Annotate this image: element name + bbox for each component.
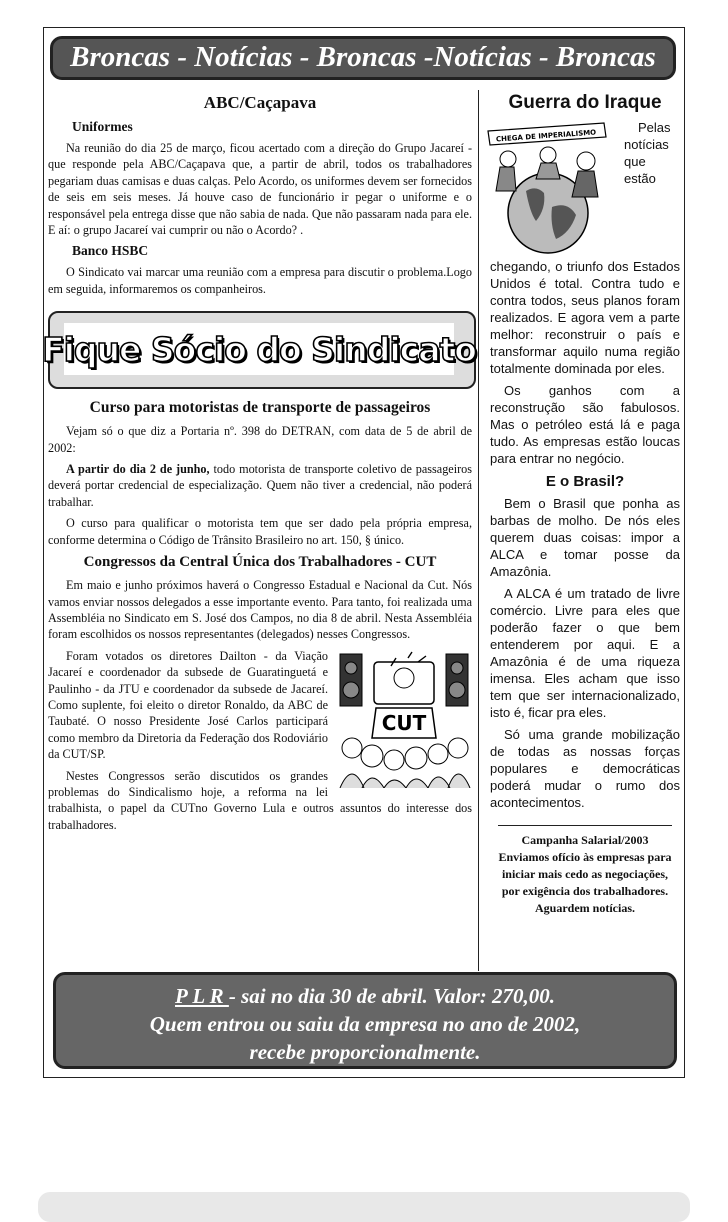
top-banner: Broncas - Notícias - Broncas -Notícias - Broncas (50, 36, 676, 80)
brasil-p1: Bem o Brasil que ponha as barbas de molho. De nós eles querem duas coisas: impor a ALCA e tomar posse da Amazônia. (490, 496, 680, 579)
cut-cartoon-sign: CUT (381, 710, 427, 735)
curso-title: Curso para motoristas de transporte de passageiros (89, 399, 431, 417)
cut-section (48, 648, 472, 838)
fique-socio-banner (42, 311, 476, 389)
fique-socio-text: Fique Sócio do Sindicato (42, 329, 476, 369)
abc-title: ABC/Caçapava (203, 93, 317, 112)
hsbc-heading: Banco HSBC (72, 243, 149, 259)
brasil-title: E o Brasil? (545, 473, 625, 490)
cut-title: Congressos da Central Única dos Trabalhadores - CUT (83, 554, 437, 571)
cut-p1: Em maio e junho próximos haverá o Congresso Estadual e Nacional da Cut. Nós vamos enviar nossos delegados a esse importante evento. Para tanto, foi realizada uma Assembléia no Sindicato em S. José dos Campos, no dia 8 de abril. Nesta Assembléia foram escolhidos os nossos representantes (delegados) nesses Congressos. (48, 578, 472, 642)
curso-p2 (48, 461, 472, 510)
fique-socio-inner (42, 323, 476, 375)
curso-p1: Vejam só o que diz a Portaria nº. 398 do DETRAN, com data de 5 de abril de 2002: (48, 424, 472, 455)
uniformes-text: Na reunião do dia 25 de março, ficou acertado com a direção do Grupo Jacareí - que responde pela ABC/Caçapava que, a partir de abril, todos os trabalhadores pegariam duas camisas e duas calças. Pelo Acordo, os uniformes devem ser fornecidos de seis em seis meses. Já houve caso de funcionário ir pegar o uniforme e o responsável pela entrega disse que não sabia de nada. Que não passaram nada para ele. E aí: o grupo Jacareí vai cumprir ou não o Acordo? . (48, 141, 472, 238)
curso-p2-rest: todo motorista de transporte coletivo de passageiros deverá portar credencial de especialização. Quem não tiver a credencial, não poderá trabalhar. (48, 462, 472, 509)
column-divider (478, 90, 479, 971)
right-column (490, 88, 680, 917)
iraque-title: Guerra do Iraque (508, 92, 662, 113)
bottom-scroll-bar (38, 1192, 690, 1222)
brasil-p3: Só uma grande mobilização de todas as nossas forças populares e democráticas poderá mudar o rumo dos acontecimentos. (490, 727, 680, 810)
plr-line3: recebe proporcionalmente. (249, 1040, 481, 1064)
iraque-p2: Os ganhos com a reconstrução são fabulosos. Mas o petróleo está lá e paga tudo. As empresas estão loucas para entrar no negócio. (490, 383, 680, 466)
campanha-title: Campanha Salarial/2003 (521, 833, 649, 847)
curso-p2-bold: A partir do dia 2 de junho, (66, 462, 210, 477)
plr-label: P L R (175, 984, 229, 1008)
cut-rally-cartoon (336, 648, 472, 788)
brasil-p2: A ALCA é um tratado de livre comércio. Livre para eles que poderão fazer o que bem entenderem por aqui. E a Amazônia é de uma riqueza imensa. Eles acham que isso tem que ser internacionalizado, isto é, ficar pra eles. (490, 586, 680, 720)
imperialism-cartoon (486, 121, 618, 256)
newsletter-page (43, 27, 685, 1078)
plr-line2: Quem entrou ou saiu da empresa no ano de 2002, (149, 1012, 581, 1036)
uniformes-heading: Uniformes (72, 119, 133, 134)
iraque-p1: Pelas notícias que estão chegando, o triunfo dos Estados Unidos é total. Contra tudo e contra todos, seus planos foram realizados. E agora vem a parte melhor: reconstruir o país e transformar aquilo numa região totalmente dominada por eles. (490, 120, 680, 376)
campanha-box (498, 825, 672, 917)
plr-line1-rest: - sai no dia 30 de abril. Valor: 270,00. (228, 984, 555, 1008)
cut-p3: Nestes Congressos serão discutidos os grandes problemas do Sindicalismo hoje, a reforma na lei trabalhista, o papel da CUTno Governo Lula e outros assuntos do interesse dos trabalhadores. (48, 768, 472, 832)
cartoon-banner-text: CHEGA DE IMPERIALISMO (495, 128, 597, 144)
curso-p3: O curso para qualificar o motorista tem que ser dado pela própria empresa, conforme determina o Código de Trânsito Brasileiro no art. 150, § único. (48, 516, 472, 547)
left-column (42, 88, 476, 838)
plr-banner (53, 972, 677, 1069)
campanha-text: Enviamos ofício às empresas para iniciar mais cedo as negociações, por exigência dos trabalhadores. Aguardem notícias. (498, 850, 672, 915)
cut-p2: Foram votados os diretores Dailton - da Viação Jacareí e coordenador da subsede de Guaratinguetá e Paulinho - da JTU e coordenador da subsede de Jacareí. Como suplente, foi eleito o diretor Ronaldo, da ABC de Taubaté. O nosso Presidente José Carlos participará como membro da Diretoria da Federação dos Rodoviário da CUT/SP. (48, 648, 328, 762)
plr-line1 (56, 982, 674, 1010)
hsbc-text: O Sindicato vai marcar uma reunião com a empresa para discutir o problema.Logo em seguida, informaremos os companheiros. (48, 265, 472, 296)
